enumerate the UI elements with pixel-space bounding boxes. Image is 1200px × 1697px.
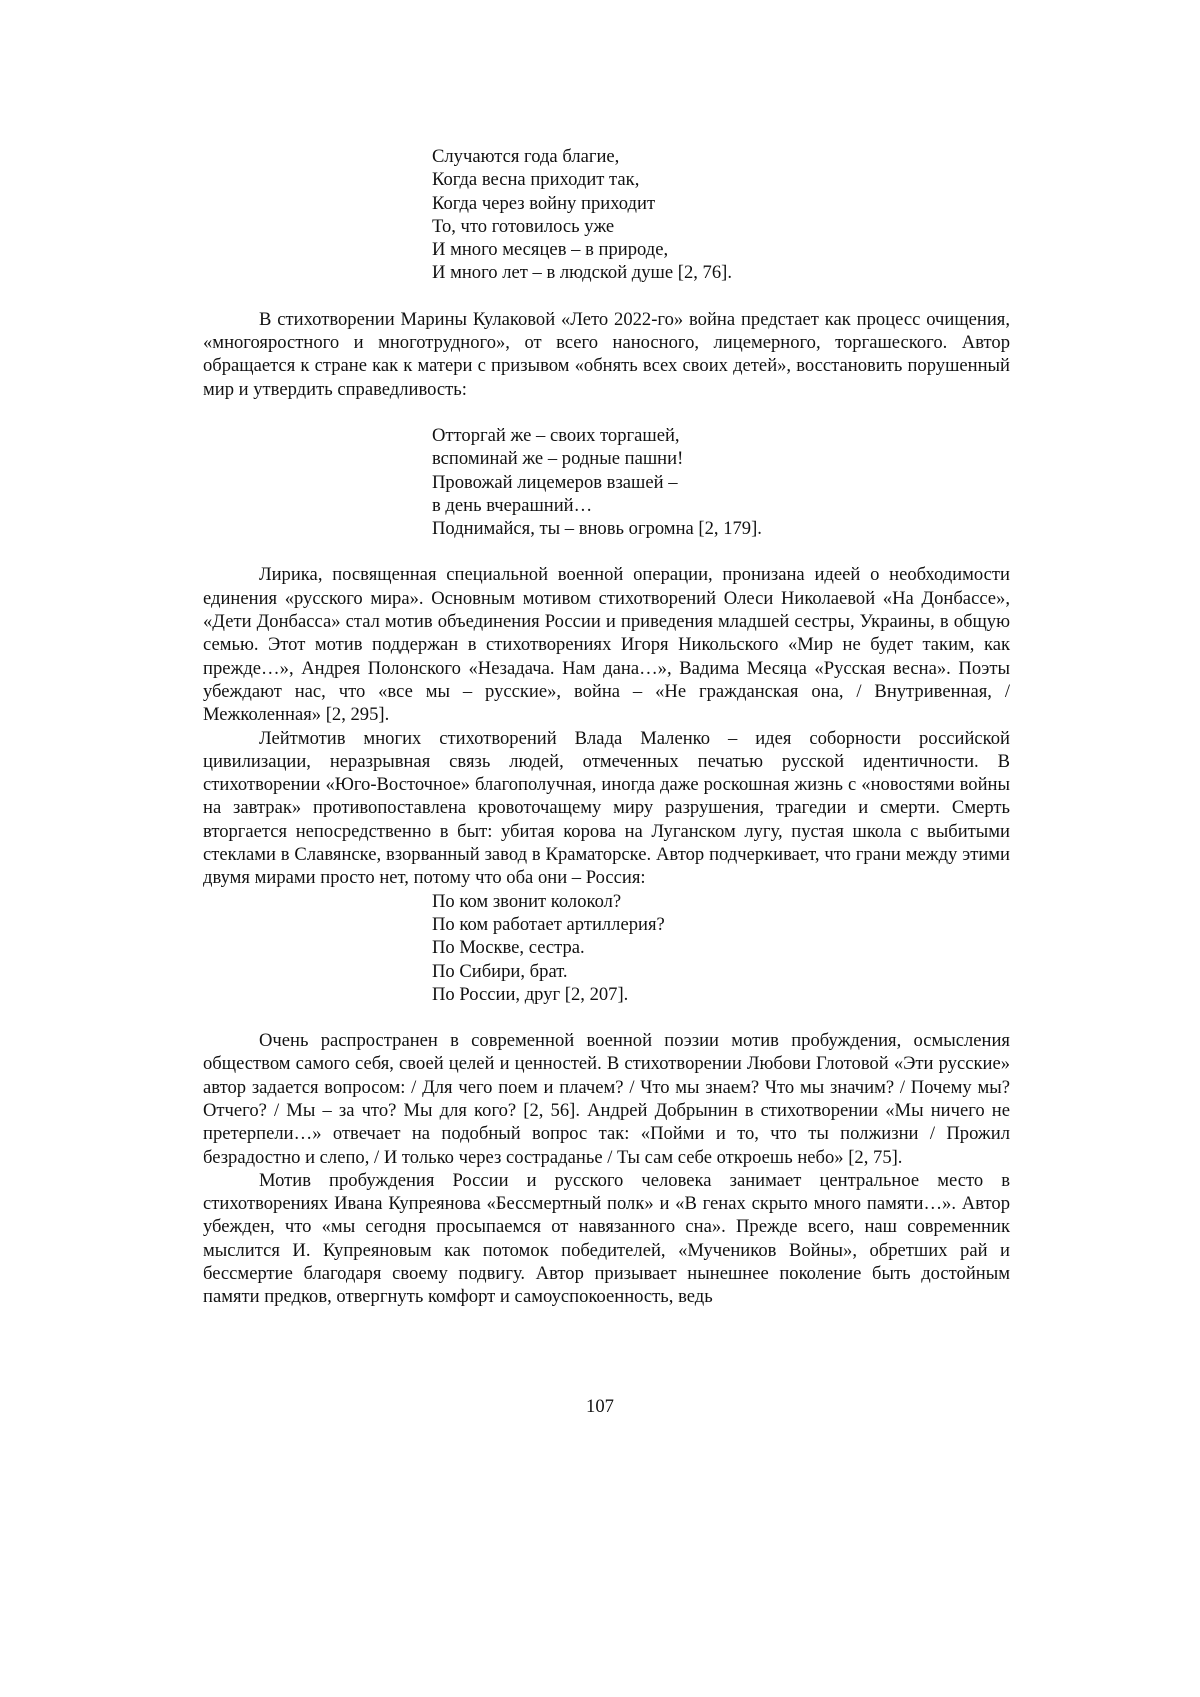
verse-stanza-2 (432, 424, 1010, 540)
verse-line: Когда через войну приходит (432, 192, 656, 214)
verse-line: Провожай лицемеров взашей – (432, 471, 678, 493)
verse-line: По Сибири, брат. (432, 960, 568, 982)
paragraph-awakening: Очень распространен в современной военной поэзии мотив пробуждения, осмысления обществом самого себя, своей целей и ценностей. В стихотворении Любови Глотовой «Эти русские» автор задается вопросом: / Для чего поем и плачем? / Что мы знаем? Что мы значим? / Почему мы? Отчего? / Мы – за что? Мы для кого? [2, 56]. Андрей Добрынин в стихотворении «Мы ничего не претерпели…» отвечает на подобный вопрос так: «Пойми и то, что ты полжизни / Прожил безрадостно и слепо, / И только через состраданье / Ты сам себе откроешь небо» [2, 75]. (203, 1030, 1010, 1168)
spacer (203, 285, 1010, 308)
paragraph-kupreyanov: Мотив пробуждения России и русского человека занимает центральное место в стихотворениях Ивана Купреянова «Бессмертный полк» и «В генах скрыто много памяти…». Автор убежден, что «мы сегодня просыпаемся от навязанного сна». Прежде всего, наш современник мыслится И. Купреяновым как потомок победителей, «Мучеников Войны», обретших рай и бессмертие благодаря своему подвигу. Автор призывает нынешнее поколение быть достойным памяти предков, отвергнуть комфорт и самоуспокоенность, ведь (203, 1169, 1010, 1308)
verse-line: Когда весна приходит так, (432, 169, 640, 191)
verse-stanza-3 (432, 890, 1010, 1006)
spacer (203, 401, 1010, 424)
verse-line: Случаются года благие, (432, 146, 620, 167)
verse-line: вспоминай же – родные пашни! (432, 448, 684, 470)
verse-line: По Москве, сестра. (432, 937, 585, 959)
paragraph-malenko: Лейтмотив многих стихотворений Влада Маленко – идея соборности российской цивилизации, неразрывная связь людей, отмеченных печатью русской идентичности. В стихотворении «Юго-Восточное» благополучная, иногда даже роскошная жизнь с «новостями войны на завтрак» противопоставлена кровоточащему миру разрушения, трагедии и смерти. Смерть вторгается непосредственно в быт: убитая корова на Луганском лугу, пустая школа с выбитыми стеклами в Славянске, взорванный завод в Краматорске. Автор подчеркивает, что грани между этими двумя мирами просто нет, потому что оба они – Россия: (203, 727, 1010, 889)
page-number: 107 (586, 1396, 614, 1417)
paragraph-russian-world: Лирика, посвященная специальной военной операции, пронизана идеей о необходимости единения «русского мира». Основным мотивом стихотворений Олеси Николаевой «На Донбассе», «Дети Донбасса» стал мотив объединения России и приведения младшей сестры, Украины, в общую семью. Этот мотив поддержан в стихотворениях Игоря Никольского «Мир не будет таким, как прежде…», Андрея Полонского «Незадача. Нам дана…», Вадима Месяца «Русская весна». Поэты убеждают нас, что «все мы – русские», война – «Не гражданская она, / Внутривенная, / Межколенная» [2, 295]. (203, 564, 1010, 726)
page-body (203, 145, 1010, 1309)
paragraph-kulakova: В стихотворении Марины Кулаковой «Лето 2022-го» война предстает как процесс очищения, «многояростного и многотрудного», от всего наносного, лицемерного, торгашеского. Автор обращается к стране как к матери с призывом «обнять всех своих детей», восстановить порушенный мир и утвердить справедливость: (203, 308, 1010, 400)
verse-line: По ком работает артиллерия? (432, 913, 665, 935)
verse-line: И много лет – в людской душе [2, 76]. (432, 262, 732, 284)
verse-line: в день вчерашний… (432, 494, 593, 516)
verse-stanza-1 (432, 145, 1010, 285)
verse-line: По России, друг [2, 207]. (432, 983, 629, 1005)
verse-line: Поднимайся, ты – вновь огромна [2, 179]. (432, 518, 762, 540)
verse-line: Отторгай же – своих торгашей, (432, 424, 680, 446)
spacer (203, 540, 1010, 563)
verse-line: То, что готовилось уже (432, 215, 615, 237)
spacer (203, 1006, 1010, 1029)
verse-line: И много месяцев – в природе, (432, 239, 669, 261)
verse-line: По ком звонит колокол? (432, 890, 622, 912)
